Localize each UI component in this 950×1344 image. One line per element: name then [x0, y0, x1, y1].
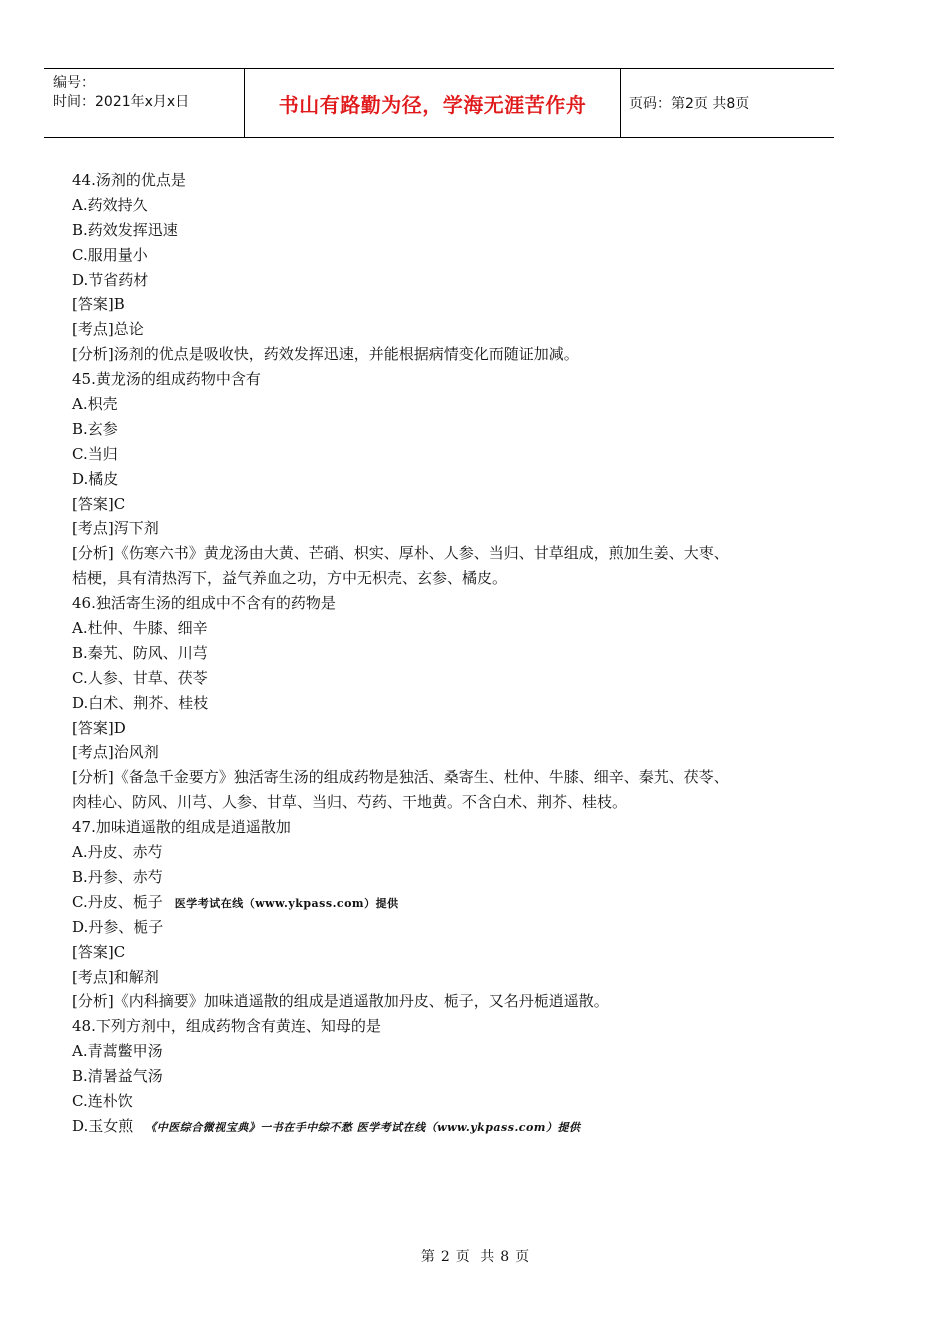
answer: [答案]D	[72, 718, 126, 737]
document-body	[72, 168, 832, 1139]
option: D.丹参、栀子	[72, 917, 164, 936]
option-text: D.玉女煎	[72, 1116, 134, 1135]
option: C.当归	[72, 444, 118, 463]
option: B.清暑益气汤	[72, 1067, 163, 1086]
page-footer	[0, 1246, 950, 1266]
answer: [答案]B	[72, 295, 125, 314]
footer-gong: 共	[480, 1249, 495, 1265]
option: B.药效发挥迅速	[72, 220, 178, 239]
option: D.橘皮	[72, 469, 119, 488]
analysis: [分析]《内科摘要》加味逍遥散的组成是逍遥散加丹皮、栀子，又名丹栀逍遥散。	[72, 992, 609, 1011]
topic: [考点]总论	[72, 320, 144, 339]
option: A.青蒿鳖甲汤	[72, 1042, 163, 1061]
promo-note: 《中医综合微视宝典》一书在手中综不愁 医学考试在线（www.ykpass.com）提供	[145, 1120, 581, 1134]
analysis-continued: 桔梗，具有清热泻下，益气养血之功，方中无枳壳、玄参、橘皮。	[72, 569, 508, 588]
option: B.丹参、赤芍	[72, 867, 163, 886]
source-note: 医学考试在线（www.ykpass.com）提供	[174, 896, 399, 910]
option: C.服用量小	[72, 245, 148, 264]
option: A.药效持久	[72, 195, 148, 214]
option: A.杜仲、牛膝、细辛	[72, 619, 208, 638]
footer-total-pages: 8	[500, 1249, 510, 1265]
question-title: 47.加味逍遥散的组成是逍遥散加	[72, 818, 291, 837]
analysis: [分析]《伤寒六书》黄龙汤由大黄、芒硝、枳实、厚朴、人参、当归、甘草组成，煎加生姜、大枣、	[72, 544, 729, 563]
option: B.秦艽、防风、川芎	[72, 643, 208, 662]
answer: [答案]C	[72, 942, 126, 961]
motto: 书山有路勤为径，学海无涯苦作舟	[278, 92, 587, 117]
option: D.节省药材	[72, 270, 149, 289]
analysis: [分析]《备急千金要方》独活寄生汤的组成药物是独活、桑寄生、杜仲、牛膝、细辛、秦艽、茯苓、	[72, 768, 729, 787]
analysis-continued: 肉桂心、防风、川芎、人参、甘草、当归、芍药、干地黄。不含白术、荆芥、桂枝。	[72, 793, 628, 812]
footer-ye: 页	[455, 1249, 470, 1265]
option: A.丹皮、赤芍	[72, 843, 163, 862]
option: C.人参、甘草、茯苓	[72, 668, 208, 687]
question-title: 48.下列方剂中，组成药物含有黄连、知母的是	[72, 1017, 381, 1036]
page-info: 页码：第2页 共8页	[629, 96, 750, 112]
option: D.白术、荆芥、桂枝	[72, 693, 209, 712]
answer: [答案]C	[72, 494, 126, 513]
header-motto-cell	[244, 69, 621, 137]
footer-di: 第	[420, 1249, 435, 1265]
topic: [考点]治风剂	[72, 743, 159, 762]
footer-page-number: 2	[440, 1249, 450, 1265]
option: B.玄参	[72, 419, 118, 438]
analysis: [分析]汤剂的优点是吸收快，药效发挥迅速，并能根据病情变化而随证加减。	[72, 345, 579, 364]
option: A.枳壳	[72, 395, 118, 414]
time-label: 时间：2021年x月x日	[53, 94, 190, 110]
number-label: 编号：	[53, 75, 95, 91]
question-title: 46.独活寄生汤的组成中不含有的药物是	[72, 594, 336, 613]
header-meta	[44, 69, 244, 137]
option-with-ad	[72, 1114, 832, 1139]
topic: [考点]泻下剂	[72, 519, 159, 538]
option-text: C.丹皮、栀子	[72, 892, 163, 911]
topic: [考点]和解剂	[72, 967, 159, 986]
question-title: 44.汤剂的优点是	[72, 171, 186, 189]
footer-ye: 页	[515, 1249, 530, 1265]
header-page-cell	[621, 69, 842, 137]
question-title: 45.黄龙汤的组成药物中含有	[72, 370, 261, 389]
page-header	[44, 68, 834, 138]
option-with-ad	[72, 890, 832, 915]
option: C.连朴饮	[72, 1091, 133, 1110]
